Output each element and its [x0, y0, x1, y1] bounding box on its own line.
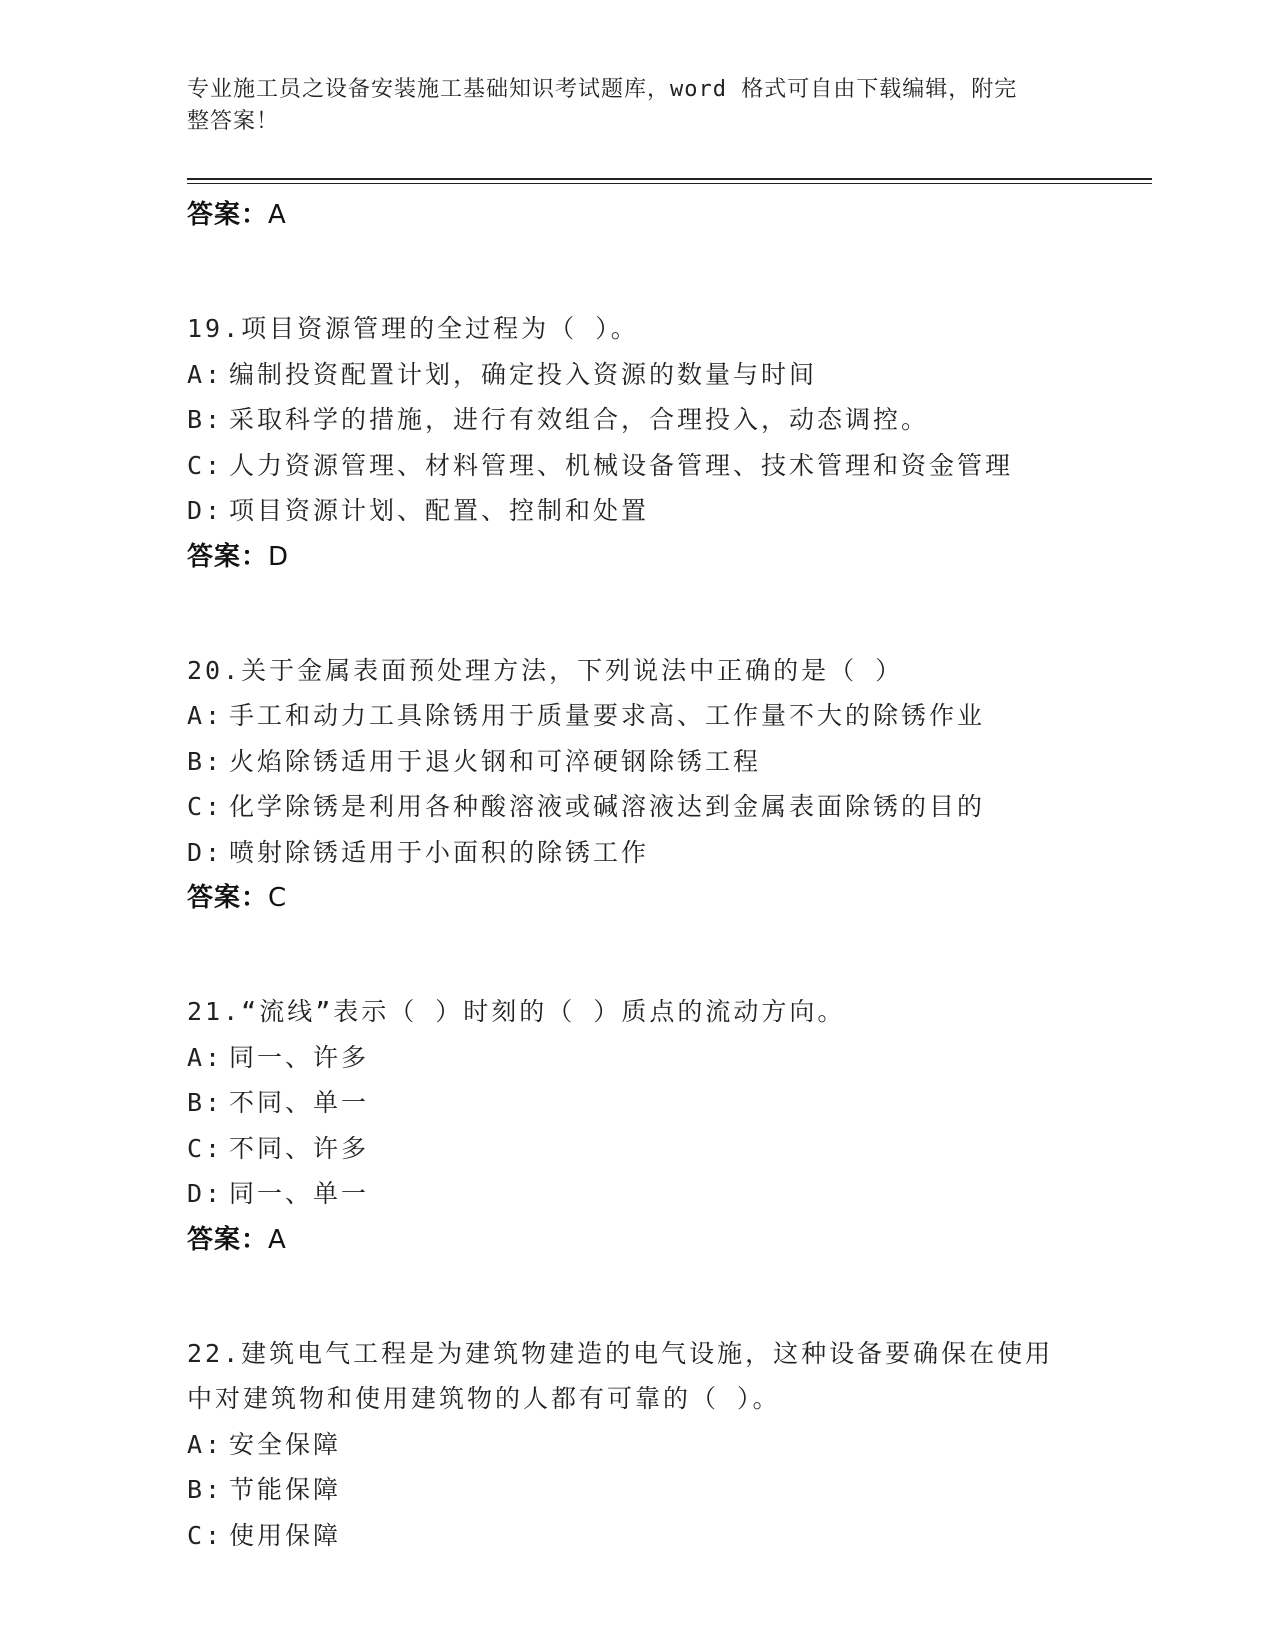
answer-line	[187, 875, 1147, 921]
option-text: 同一、单一	[229, 1179, 370, 1208]
answer-value: A	[268, 1224, 287, 1255]
header-divider-thin	[187, 183, 1152, 184]
option-key: B:	[187, 1475, 224, 1504]
option-key: C:	[187, 1520, 224, 1550]
option-key: A:	[187, 1429, 224, 1459]
option-text: 项目资源计划、配置、控制和处置	[229, 496, 650, 525]
answer-value: A	[268, 200, 287, 230]
option-text: 不同、单一	[229, 1088, 370, 1117]
option-key: D:	[187, 837, 224, 867]
option-row	[187, 1035, 1147, 1081]
question-list	[187, 192, 1147, 1558]
answer-line	[187, 534, 1147, 580]
option-text: 安全保障	[229, 1429, 342, 1459]
question-spacer	[187, 238, 1147, 306]
option-row	[187, 784, 1147, 830]
option-key: A:	[187, 1042, 224, 1072]
question-title: 20.关于金属表面预处理方法，下列说法中正确的是（ ）	[187, 655, 904, 685]
option-text: 手工和动力工具除锈用于质量要求高、工作量不大的除锈作业	[229, 701, 986, 730]
header-divider	[187, 178, 1152, 180]
option-key: D:	[187, 496, 224, 525]
option-key: D:	[187, 1179, 224, 1208]
option-text: 喷射除锈适用于小面积的除锈工作	[229, 837, 650, 867]
answer-line	[187, 192, 1147, 238]
option-row	[187, 397, 1147, 443]
answer-label: 答案：	[187, 883, 269, 913]
option-text: 化学除锈是利用各种酸溶液或碱溶液达到金属表面除锈的目的	[229, 792, 986, 821]
option-text: 火焰除锈适用于退火钢和可淬硬钢除锈工程	[229, 746, 762, 776]
option-row	[187, 1422, 1147, 1468]
document-header	[187, 74, 1067, 138]
option-text: 节能保障	[229, 1475, 342, 1504]
option-row	[187, 1080, 1147, 1126]
option-text: 人力资源管理、材料管理、机械设备管理、技术管理和资金管理	[229, 450, 1014, 480]
option-key: C:	[187, 1133, 224, 1163]
question-block	[187, 989, 1147, 1263]
option-row	[187, 352, 1147, 398]
option-text: 使用保障	[229, 1520, 342, 1550]
option-row	[187, 1171, 1147, 1217]
answer-value: C	[268, 883, 288, 913]
option-key: A:	[187, 701, 224, 730]
question-block	[187, 1331, 1147, 1559]
answer-label: 答案：	[187, 1224, 269, 1255]
option-row	[187, 1513, 1147, 1559]
question-title: 中对建筑物和使用建筑物的人都有可靠的（ ）。	[187, 1384, 781, 1413]
option-row	[187, 488, 1147, 534]
option-text: 不同、许多	[229, 1133, 370, 1163]
header-line: 整答案！	[187, 109, 280, 134]
option-key: C:	[187, 450, 224, 480]
option-key: B:	[187, 746, 224, 776]
question-spacer	[187, 921, 1147, 989]
option-row	[187, 1467, 1147, 1513]
option-key: B:	[187, 1088, 224, 1117]
answer-label: 答案：	[187, 200, 269, 230]
question-title: 22.建筑电气工程是为建筑物建造的电气设施，这种设备要确保在使用	[187, 1338, 1054, 1368]
option-key: A:	[187, 359, 224, 389]
option-text: 采取科学的措施，进行有效组合，合理投入，动态调控。	[229, 405, 930, 434]
answer-label: 答案：	[187, 541, 269, 572]
option-key: C:	[187, 792, 224, 821]
question-spacer	[187, 580, 1147, 648]
option-text: 编制投资配置计划，确定投入资源的数量与时间	[229, 359, 818, 389]
option-row	[187, 693, 1147, 739]
header-line: 专业施工员之设备安装施工基础知识考试题库，word 格式可自由下载编辑，附完	[187, 77, 1018, 102]
question-title: 19.项目资源管理的全过程为（ ）。	[187, 314, 639, 343]
answer-line	[187, 1217, 1147, 1263]
question-title: 21.“流线”表示（ ）时刻的（ ）质点的流动方向。	[187, 997, 846, 1026]
option-row	[187, 1126, 1147, 1172]
option-row	[187, 739, 1147, 785]
option-row	[187, 443, 1147, 489]
question-block	[187, 648, 1147, 922]
option-text: 同一、许多	[229, 1042, 370, 1072]
option-key: B:	[187, 405, 224, 434]
answer-value: D	[268, 541, 290, 572]
question-spacer	[187, 1263, 1147, 1331]
question-block	[187, 306, 1147, 580]
option-row	[187, 830, 1147, 876]
